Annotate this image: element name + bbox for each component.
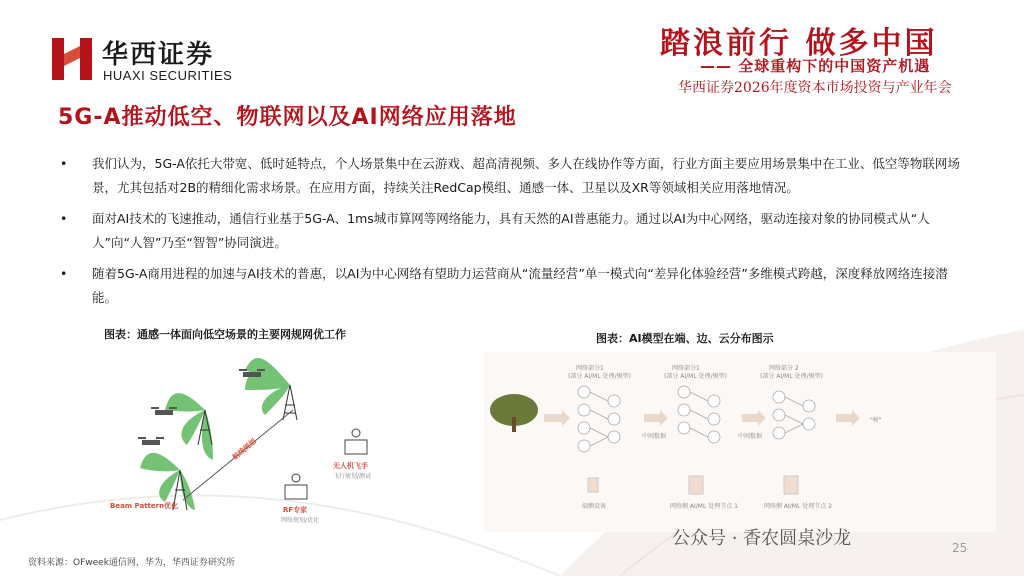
arrow-icon (644, 410, 668, 426)
low-altitude-network-figure (95, 350, 415, 530)
pilot-sub: 飞行规划/测试 (333, 473, 372, 480)
wechat-watermark: 公众号 · 香农圆桌沙龙 (672, 528, 852, 549)
pilot-label: 无人机飞手 (333, 462, 368, 470)
neural-net-1 (578, 386, 620, 452)
device-label-2: 网络侧 AI/ML 处理节点 1 (670, 503, 738, 510)
device-label-3: 网络侧 AI/ML 处理节点 2 (764, 503, 832, 510)
bullet-item (60, 152, 970, 200)
huaxi-logo (50, 36, 94, 82)
bullet-text: 我们认为，5G-A依托大带宽、低时延特点，个人场景集中在云游戏、超高清视频、多人在线协作等方面，行业方面主要应用场景集中在工业、低空等物联网场景，尤其包括对2B的精细化需求场景。在应用方面，持续关注RedCap模组、通感一体、卫星以及XR等领域相关应用落地情况。 (92, 156, 960, 195)
link-label: 航线规划 (231, 437, 258, 462)
figure-left-caption: 图表：通感一体面向低空场景的主要网规网优工作 (104, 328, 346, 341)
bullet-dot: • (60, 266, 68, 281)
node1-sub: (部分 AI/ML 处理/模型) (568, 373, 631, 380)
beam-label: Beam Pattern优化 (110, 502, 179, 510)
node3-label: 网络部分 2 (769, 365, 799, 372)
bullet-text: 随着5G-A商用进程的加速与AI技术的普惠，以AI为中心网络有望助力运营商从“流量经营”单一模式向“差异化体验经营”多维模式跨越，深度释放网络连接潜能。 (92, 266, 948, 305)
page-title: 5G-A推动低空、物联网以及AI网络应用落地 (58, 105, 517, 130)
arrow-icon (544, 410, 570, 426)
neural-net-3 (773, 391, 815, 439)
bullet-item (60, 207, 970, 255)
mid-data-1: 中间数据 (642, 433, 667, 440)
conference-name: 华西证券2026年度资本市场投资与产业年会 (678, 80, 952, 96)
mid-data-2: 中间数据 (738, 433, 763, 440)
device-icon (588, 476, 798, 494)
device-label-1: 端侧设备 (582, 503, 607, 510)
bullet-list (60, 152, 970, 317)
rf-expert-icon (285, 474, 307, 499)
bullet-item (60, 262, 970, 310)
bullet-dot: • (60, 156, 68, 171)
bullet-text: 面对AI技术的飞速推动，通信行业基于5G-A、1ms城市算网等网络能力，具有天然的AI普惠能力。通过以AI为中心网络，驱动连接对象的协同模式从“人人”向“人智”乃至“智智”协同演进。 (92, 211, 930, 250)
brand-name-cn: 华西证券 (102, 40, 215, 70)
neural-net-2 (678, 386, 720, 443)
drone-pilot-icon (345, 429, 367, 454)
rf-expert-label: RF专家 (283, 506, 308, 514)
node2-label: 网络部分1 (672, 365, 700, 372)
beam-pattern-group (140, 358, 290, 510)
subslogan: —— 全球重构下的中国资产机遇 (700, 57, 931, 75)
node1-label: 网络部分1 (576, 365, 604, 372)
arrow-icon (742, 410, 766, 426)
output-label: "树" (870, 417, 882, 424)
figure-right-caption: 图表：AI模型在端、边、云分布图示 (596, 332, 774, 345)
bullet-dot: • (60, 211, 68, 226)
ai-distribution-figure (484, 352, 996, 532)
rf-expert-sub: 网络规划/优化 (281, 517, 320, 524)
page-number: 25 (952, 541, 968, 555)
source-note: 资料来源：OFweek通信网，华为，华西证券研究所 (28, 558, 235, 568)
tree-icon (490, 394, 538, 432)
node3-sub: (部分 AI/ML 处理/模型) (760, 373, 823, 380)
arrow-icon (836, 410, 860, 426)
slogan: 踏浪前行 做多中国 (660, 26, 938, 61)
node2-sub: (部分 AI/ML 处理/模型) (664, 373, 727, 380)
brand-name-en: HUAXI SECURITIES (103, 68, 233, 83)
